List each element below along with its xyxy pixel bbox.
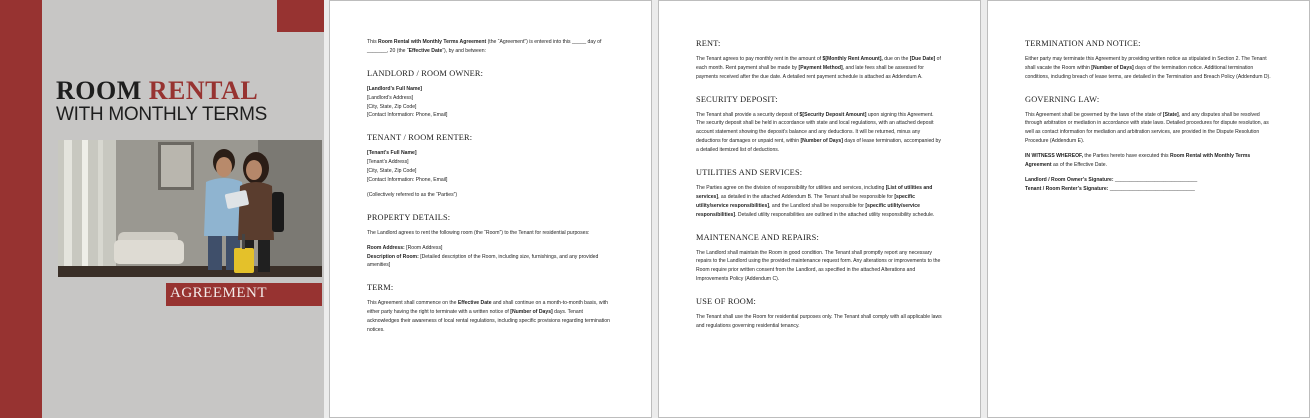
cover-title-word2: RENTAL — [148, 76, 259, 105]
agreement-badge: AGREEMENT — [166, 283, 322, 306]
termination-heading: TERMINATION AND NOTICE: — [1025, 39, 1141, 48]
property-text: The Landlord agrees to rent the following room (the “Room”) to the Tenant for residential purposes: — [367, 229, 590, 236]
tenant-details: [Tenant’s Full Name] [Tenant’s Address] [City, State, Zip Code] [Contact Information: Phone, Email] — [367, 150, 448, 183]
property-heading: PROPERTY DETAILS: — [367, 212, 451, 222]
deposit-text: The Tenant shall provide a security deposit of $[Security Deposit Amount] upon signing this Agreement. The security deposit shall be held in accordance with state and local regulations, with an attached deposit account statement showing the deposit’s balance and any deductions. It will be returned, minus any deductions for damages or unpaid rent, within [Number of Days] days of lease termination, accompanied by a detailed itemized list of deductions. — [696, 111, 941, 154]
use-text: The Tenant shall use the Room for residential purposes only. The Tenant shall comply with all applicable laws and regulations governing residential tenancy. — [696, 314, 942, 329]
tenant-heading: TENANT / ROOM RENTER: — [367, 133, 473, 143]
rent-text: The Tenant agrees to pay monthly rent in the amount of $[Monthly Rent Amount], due on the [Due Date] of each month. Rent payment shall be made by [Payment Method], and late fees shall be assessed for payments received after the due date. A detailed rent payment schedule is attached as Addendum A. — [696, 55, 941, 80]
law-text: This Agreement shall be governed by the laws of the state of [State], and any disputes shall be resolved through arbitration or mediation in accordance with state laws. Detailed procedures for dispute resolution, as well as contact information for mediation and arbitration services, are provided in the Dispute Resolution Procedure (Addendum E). — [1025, 111, 1269, 145]
utilities-text: The Parties agree on the division of responsibility for utilities and services, including [List of utilities and services], as detailed in the attached Addendum B. The Tenant shall be responsible for [specific utility/service responsibilities], and the Landlord shall be responsible for [specific utility/service responsibilities]. Detailed utility responsibilities are outlined in the attached utility responsibility schedule. — [696, 184, 935, 218]
law-heading: GOVERNING LAW: — [1025, 94, 1100, 104]
utilities-heading: UTILITIES AND SERVICES: — [696, 168, 803, 178]
term-text: This Agreement shall commence on the Effective Date and shall continue on a month-to-month basis, with either party having the right to terminate with a written notice of [Number of Days] days. Tenant acknowledges their awareness of local rental regulations, including specific provisions regarding termination notices. — [367, 300, 610, 333]
term-heading: TERM: — [367, 283, 394, 293]
cover-accent-bar — [0, 0, 42, 418]
landlord-heading: LANDLORD / ROOM OWNER: — [367, 68, 484, 78]
cover-corner-tab — [277, 0, 324, 32]
page-2-body — [367, 38, 613, 341]
cover-title — [56, 76, 258, 106]
document-page-2 — [329, 0, 652, 418]
parties-note: (Collectively referred to as the “Parties”) — [367, 191, 458, 198]
intro-paragraph: This Room Rental with Monthly Terms Agreement (the “Agreement”) is entered into this _____ day of _______, 20 (the “Effective Date”), by and between: — [367, 39, 602, 54]
tenant-signature-label: Tenant / Room Renter’s Signature: — [1025, 185, 1109, 192]
cover-subtitle: WITH MONTHLY TERMS — [56, 104, 267, 125]
termination-text: Either party may terminate this Agreement by providing written notice as stipulated in Section 2. The Tenant shall vacate the Room within [Number of Days] days of the termination notice. Additional termination conditions, including breach of lease terms, are detailed in the Termination and Breach Policy (Addendum D). — [1025, 55, 1271, 80]
landlord-details: [Landlord’s Full Name] [Landlord’s Address] [City, State, Zip Code] [Contact Information: Phone, Email] — [367, 85, 448, 119]
maintenance-text: The Landlord shall maintain the Room in good condition. The Tenant shall promptly report any necessary repairs to the Landlord using the provided maintenance request form. Any alterations or improvements to the Room require prior written consent from the Landlord, as specified in the attached Alterations and Improvements Policy (Addendum C). — [696, 249, 941, 283]
deposit-heading: SECURITY DEPOSIT: — [696, 94, 778, 104]
page-3-body — [696, 40, 942, 337]
landlord-signature-label: Landlord / Room Owner’s Signature: — [1025, 176, 1114, 183]
rent-heading: RENT: — [696, 39, 721, 48]
signature-block — [1025, 176, 1271, 194]
document-page-4 — [987, 0, 1310, 418]
maintenance-heading: MAINTENANCE AND REPAIRS: — [696, 232, 819, 242]
couple-with-tablet-illustration — [58, 140, 322, 277]
room-address: Room Address: [Room Address] Description of Room: [Detailed description of the Room, including size, furnishings, and any provided amenities] — [367, 244, 599, 269]
cover-title-word1: ROOM — [56, 76, 142, 105]
witness-text: IN WITNESS WHEREOF, the Parties hereto have executed this Room Rental with Monthly Terms Agreement as of the Effective Date. — [1025, 153, 1251, 169]
cover-page — [0, 0, 324, 418]
landlord-signature-line[interactable]: _____________________________ — [1113, 176, 1198, 183]
document-page-3 — [658, 0, 981, 418]
use-heading: USE OF ROOM: — [696, 297, 757, 307]
tenant-signature-line[interactable]: ______________________________ — [1108, 185, 1195, 192]
page-4-body — [1025, 40, 1271, 200]
cover-photo — [58, 140, 322, 277]
